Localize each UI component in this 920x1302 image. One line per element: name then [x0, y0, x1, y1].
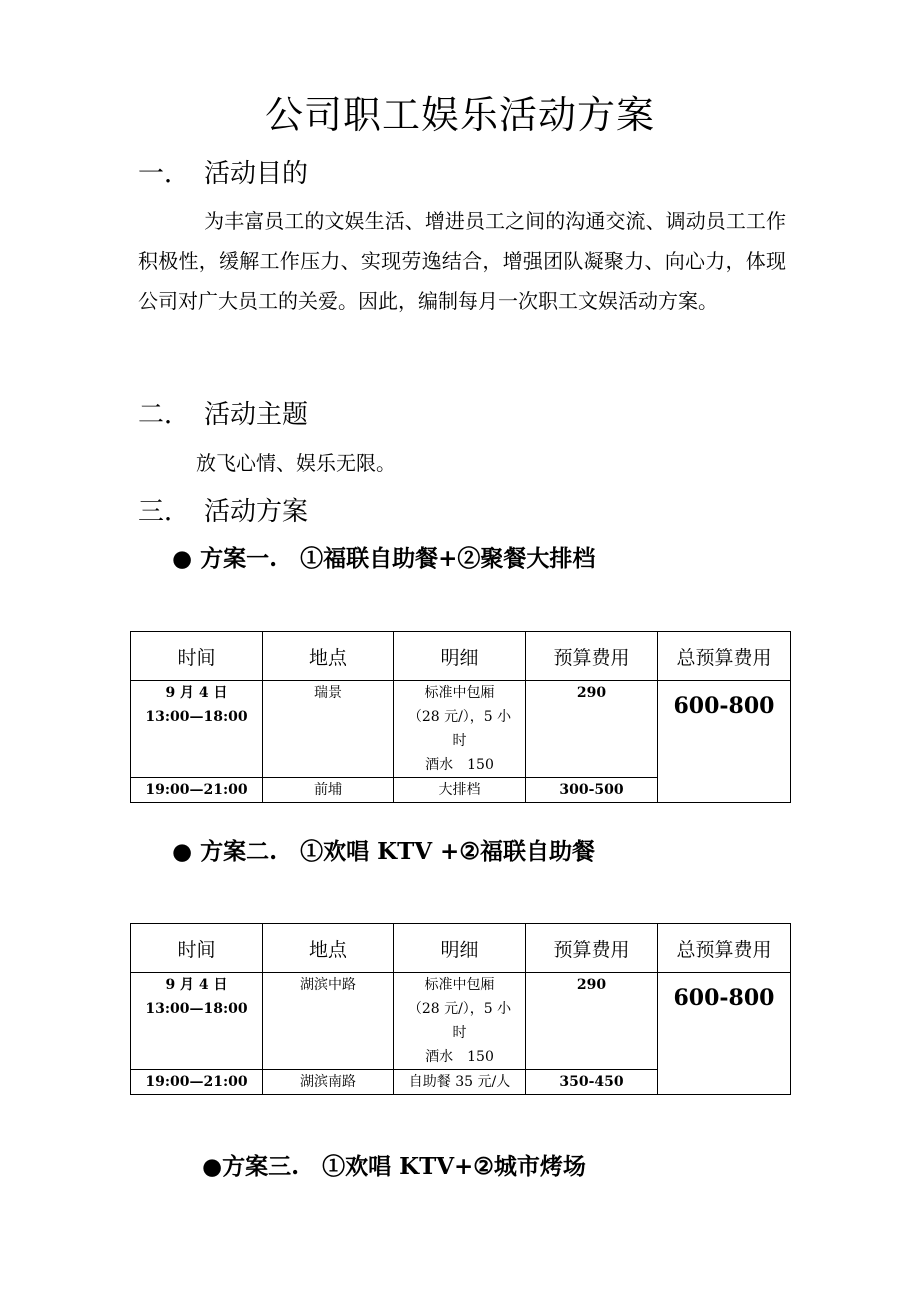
- date-text: 9 月 4 日: [165, 977, 228, 993]
- budget-text: 350-450: [559, 1074, 624, 1090]
- header-detail: 明细: [394, 632, 526, 681]
- place-text: 瑞景: [314, 685, 342, 701]
- header-time: 时间: [131, 924, 263, 973]
- budget-cell: [526, 681, 658, 778]
- total-budget-cell: [658, 973, 791, 1095]
- header-budget: 预算费用: [526, 924, 658, 973]
- purpose-text: 为丰富员工的文娱生活、增进员工之间的沟通交流、调动员工工作积极性，缓解工作压力、实现劳逸结合，增强团队凝聚力、向心力，体现公司对广大员工的关爱。因此，编制每月一次职工文娱活动方案。: [138, 209, 786, 313]
- time-text: 19:00—21:00: [145, 782, 248, 798]
- plan-2-table: [130, 923, 791, 1095]
- place-text: 湖滨南路: [300, 1074, 356, 1090]
- table-header-row: [131, 924, 791, 973]
- purpose-paragraph: [138, 201, 786, 321]
- detail-line: 标准中包厢: [424, 685, 495, 701]
- section-number: 一．: [138, 159, 191, 189]
- detail-text: 大排档: [438, 782, 481, 798]
- detail-cell: [394, 778, 526, 803]
- detail-text: 自助餐 35 元/人: [408, 1074, 511, 1090]
- section-heading-purpose: [138, 156, 308, 192]
- time-cell: [131, 1070, 263, 1095]
- detail-line: 标准中包厢: [424, 977, 495, 993]
- place-text: 湖滨中路: [300, 977, 356, 993]
- budget-text: 300-500: [559, 782, 624, 798]
- section-heading-theme: [138, 397, 308, 433]
- header-detail: 明细: [394, 924, 526, 973]
- total-budget-cell: [658, 681, 791, 803]
- detail-cell: [394, 973, 526, 1070]
- date-text: 9 月 4 日: [165, 685, 228, 701]
- total-budget-text: 600-800: [673, 985, 775, 1011]
- document-title: 公司职工娱乐活动方案: [264, 93, 655, 137]
- section-number: 二．: [138, 400, 191, 430]
- detail-cell: [394, 681, 526, 778]
- plan-2-title: ● 方案二. ①欢唱 KTV +②福联自助餐: [172, 838, 595, 865]
- theme-paragraph: 放飞心情、娱乐无限。: [196, 451, 396, 475]
- place-cell: [263, 1070, 394, 1095]
- detail-line: 时: [452, 733, 467, 749]
- table-header-row: [131, 632, 791, 681]
- time-cell: [131, 973, 263, 1070]
- time-cell: [131, 778, 263, 803]
- budget-cell: [526, 778, 658, 803]
- section-title: 活动目的: [204, 159, 309, 189]
- section-heading-plans: [138, 494, 308, 530]
- detail-line: 酒水 150: [425, 757, 494, 773]
- total-budget-text: 600-800: [673, 693, 775, 719]
- section-title: 活动主题: [204, 400, 309, 430]
- time-text: 19:00—21:00: [145, 1074, 248, 1090]
- header-budget: 预算费用: [526, 632, 658, 681]
- plan-1-table: [130, 631, 791, 803]
- table-row: [131, 681, 791, 778]
- time-text: 13:00—18:00: [145, 709, 248, 725]
- section-title: 活动方案: [204, 497, 309, 527]
- detail-cell: [394, 1070, 526, 1095]
- detail-line: 酒水 150: [425, 1049, 494, 1065]
- detail-line: 时: [452, 1025, 467, 1041]
- header-time: 时间: [131, 632, 263, 681]
- budget-text: 290: [576, 685, 607, 701]
- budget-text: 290: [576, 977, 607, 993]
- place-cell: [263, 681, 394, 778]
- detail-line: （28 元/），5 小: [407, 709, 512, 725]
- time-text: 13:00—18:00: [145, 1001, 248, 1017]
- header-total-budget: 总预算费用: [658, 924, 791, 973]
- section-number: 三．: [138, 497, 191, 527]
- table-row: [131, 973, 791, 1070]
- plan-3-title: ●方案三. ①欢唱 KTV+②城市烤场: [202, 1153, 586, 1180]
- header-place: 地点: [263, 632, 394, 681]
- budget-cell: [526, 973, 658, 1070]
- time-cell: [131, 681, 263, 778]
- place-cell: [263, 973, 394, 1070]
- header-place: 地点: [263, 924, 394, 973]
- plan-1-title: ● 方案一. ①福联自助餐+②聚餐大排档: [172, 545, 596, 572]
- place-text: 前埔: [314, 782, 342, 798]
- budget-cell: [526, 1070, 658, 1095]
- place-cell: [263, 778, 394, 803]
- detail-line: （28 元/），5 小: [407, 1001, 512, 1017]
- header-total-budget: 总预算费用: [658, 632, 791, 681]
